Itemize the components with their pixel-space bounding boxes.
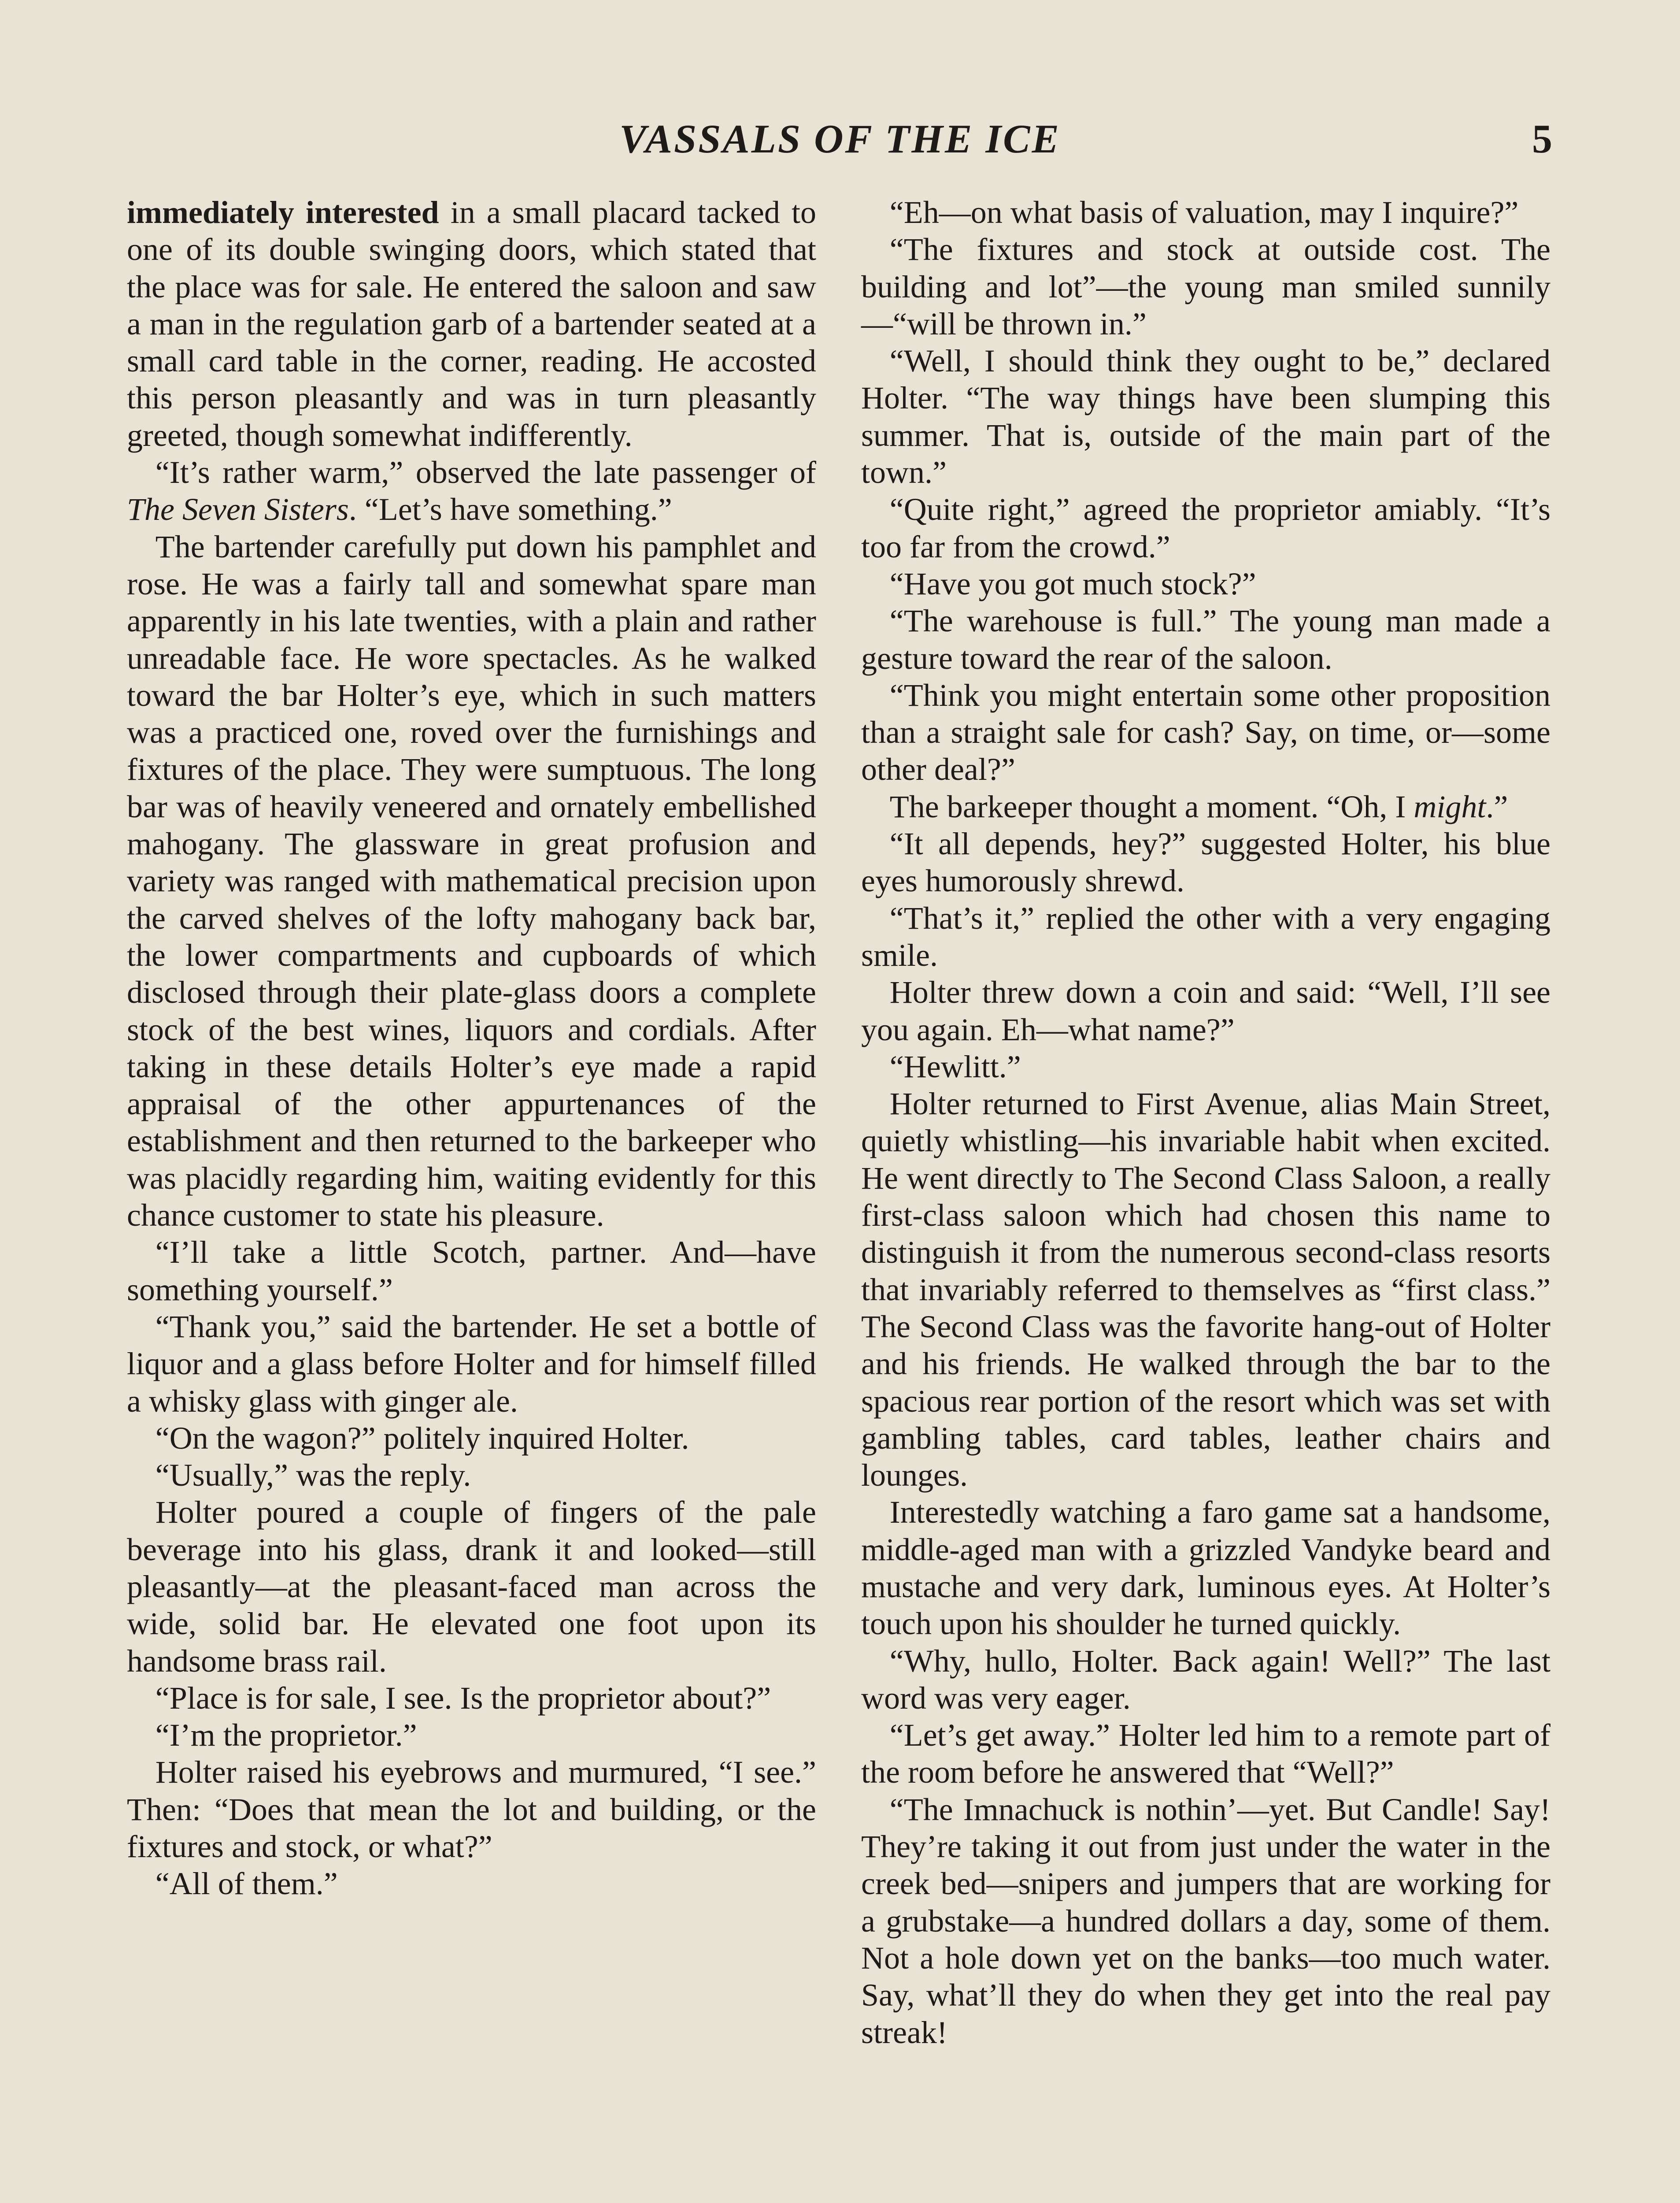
paragraph: Holter raised his eyebrows and murmured, “I see.” Then: “Does that mean the lot and building, or the fixtures and stock, or what?”: [127, 1754, 816, 1865]
paragraph: “Quite right,” agreed the proprietor amiably. “It’s too far from the crowd.”: [861, 492, 1550, 564]
paragraph: “Think you might entertain some other proposition than a straight sale for cash? Say, on time, or—some other deal?”: [861, 677, 1550, 787]
paragraph: Holter threw down a coin and said: “Well, I’ll see you again. Eh—what name?”: [861, 975, 1550, 1047]
paragraph: “The Imnachuck is nothin’—yet. But Candle! Say! They’re taking it out from just under the water in the creek bed—snipers and jumpers that are working for a grubstake—a hundred dollars a day, some of them. Not a hole down yet on the banks—too much water. Say, what’ll they do when they get into the real pay streak!: [861, 1791, 1550, 2050]
paragraph: [861, 788, 1550, 825]
running-title: VASSALS OF THE ICE: [619, 116, 1061, 161]
paragraph: [127, 454, 816, 528]
page-header: [128, 115, 1552, 168]
paragraph: “The warehouse is full.” The young man made a gesture toward the rear of the saloon.: [861, 603, 1550, 676]
paragraph: “That’s it,” replied the other with a very engaging smile.: [861, 900, 1550, 973]
left-column: [127, 194, 816, 1903]
paragraph: “Hewlitt.”: [889, 1049, 1021, 1084]
paragraph: “Well, I should think they ought to be,” declared Holter. “The way things have been slumping this summer. That is, outside of the main part of the town.”: [861, 343, 1550, 490]
paragraph-text: in a small placard tacked to one of its double swinging doors, which stated that the place was for sale. He entered the saloon and saw a man in the regulation garb of a bartender seated at a small card table in the corner, reading. He accosted this person pleasantly and was in turn pleasantly greeted, though somewhat indifferently.: [127, 195, 816, 453]
paragraph: The bartender carefully put down his pamphlet and rose. He was a fairly tall and somewhat spare man apparently in his late twenties, with a plain and rather unreadable face. He wore spectacles. As he walked toward the bar Holter’s eye, which in such matters was a practiced one, roved over the furnishings and fixtures of the place. They were sumptuous. The long bar was of heavily veneered and ornately embellished mahogany. The glassware in great profusion and variety was ranged with mathematical precision upon the carved shelves of the lofty mahogany back bar, the lower compartments and cupboards of which disclosed through their plate-glass doors a complete stock of the best wines, liquors and cordials. After taking in these details Holter’s eye made a rapid appraisal of the other appurtenances of the establishment and then returned to the barkeeper who was placidly regarding him, waiting evidently for this chance customer to state his pleasure.: [127, 529, 816, 1233]
emphasis: might: [1414, 789, 1486, 824]
paragraph: Holter poured a couple of fingers of the pale beverage into his glass, drank it and looked—still pleasantly—at the pleasant-faced man across the wide, solid bar. He elevated one foot upon its handsome brass rail.: [127, 1495, 816, 1679]
ship-name: The Seven Sisters: [127, 492, 349, 527]
page-number: 5: [1532, 116, 1552, 161]
paragraph-text: The barkeeper thought a moment. “Oh, I: [889, 789, 1414, 824]
paragraph: “Place is for sale, I see. Is the proprietor about?”: [155, 1680, 771, 1716]
paragraph: “All of them.”: [155, 1866, 338, 1902]
paragraph-text: . “Let’s have something.”: [348, 492, 672, 527]
lead-words: immediately interested: [127, 195, 439, 230]
paragraph: “Have you got much stock?”: [889, 566, 1256, 601]
paragraph: “Thank you,” said the bartender. He set a bottle of liquor and a glass before Holter and for himself filled a whisky glass with ginger ale.: [127, 1309, 816, 1419]
paragraph: “Let’s get away.” Holter led him to a remote part of the room before he answered that “Well?”: [861, 1717, 1550, 1790]
paragraph: “Usually,” was the reply.: [155, 1458, 471, 1493]
paragraph: “I’m the proprietor.”: [155, 1717, 417, 1753]
paragraph: “Why, hullo, Holter. Back again! Well?” The last word was very eager.: [861, 1643, 1550, 1716]
paragraph: “The fixtures and stock at outside cost. The building and lot”—the young man smiled sunnily—“will be thrown in.”: [861, 232, 1550, 341]
paragraph-text: “It’s rather warm,” observed the late passenger of: [155, 455, 816, 490]
paragraph: Holter returned to First Avenue, alias Main Street, quietly whistling—his invariable habit when excited. He went directly to The Second Class Saloon, a really first-class saloon which had chosen this name to distinguish it from the numerous second-class resorts that invariably referred to themselves as “first class.” The Second Class was the favorite hang-out of Holter and his friends. He walked through the bar to the spacious rear portion of the resort which was set with gambling tables, card tables, leather chairs and lounges.: [861, 1086, 1550, 1493]
paragraph-text: .”: [1486, 789, 1508, 824]
paragraph: “On the wagon?” politely inquired Holter.: [155, 1420, 689, 1456]
paragraph: “I’ll take a little Scotch, partner. And—have something yourself.”: [127, 1235, 816, 1307]
paragraph: “Eh—on what basis of valuation, may I inquire?”: [889, 195, 1519, 230]
paragraph: “It all depends, hey?” suggested Holter, his blue eyes humorously shrewd.: [861, 826, 1550, 899]
paragraph: Interestedly watching a faro game sat a handsome, middle-aged man with a grizzled Vandyke beard and mustache and very dark, luminous eyes. At Holter’s touch upon his shoulder he turned quickly.: [861, 1495, 1550, 1642]
right-column: [861, 194, 1550, 2051]
paragraph: [127, 194, 816, 454]
